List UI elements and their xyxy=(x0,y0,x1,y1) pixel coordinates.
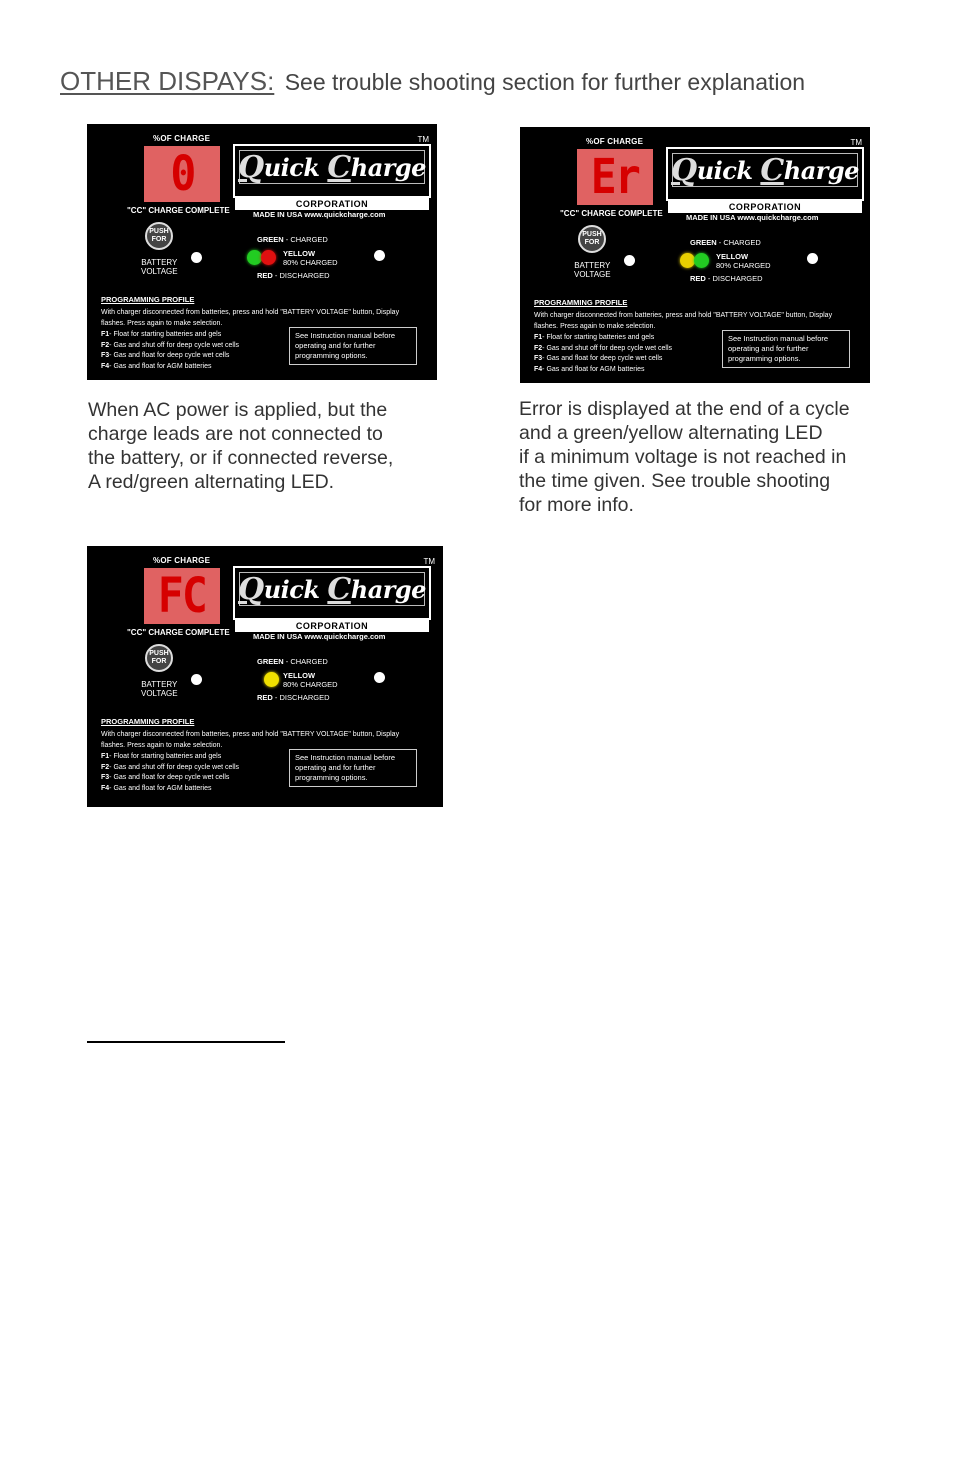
indicator-dot-right xyxy=(374,250,385,261)
battery-voltage-label: BATTERY VOLTAGE xyxy=(141,258,178,276)
green-legend: GREEN - CHARGED xyxy=(690,238,761,247)
push-for-battery-voltage-button[interactable]: PUSH FOR xyxy=(145,222,173,250)
trademark: TM xyxy=(850,138,862,147)
quick-charge-logo: Q uick C harge CORPORATION xyxy=(666,147,864,201)
quick-charge-logo: Q uick C harge CORPORATION xyxy=(233,144,431,198)
programming-profile-text: With charger disconnected from batteries, press and hold "BATTERY VOLTAGE" button, Display flashes. Press again to make selection. xyxy=(534,312,833,330)
page-heading xyxy=(60,66,940,97)
made-in-usa-label: MADE IN USA www.quickcharge.com xyxy=(686,213,819,222)
programming-profile-title: PROGRAMMING PROFILE xyxy=(101,295,195,304)
status-led xyxy=(261,250,276,265)
indicator-dot-right xyxy=(374,672,385,683)
function-list: F1- Float for starting batteries and gels F2- Gas and shut off for deep cycle wet cells F3- Gas and float for deep cycle wet cells F4- Gas and float for AGM batteries xyxy=(101,753,239,792)
display-readout: FC xyxy=(157,568,207,624)
function-list: F1- Float for starting batteries and gels F2- Gas and shut off for deep cycle wet cells F3- Gas and float for deep cycle wet cells F4- Gas and float for AGM batteries xyxy=(101,331,239,370)
yellow-legend: YELLOW 80% CHARGED xyxy=(716,252,771,270)
battery-voltage-label: BATTERY VOLTAGE xyxy=(141,680,178,698)
push-for-battery-voltage-button[interactable]: PUSH FOR xyxy=(578,225,606,253)
charger-panel-1 xyxy=(87,124,437,380)
footnote-divider xyxy=(87,1041,285,1043)
pct-of-charge-label: %OF CHARGE xyxy=(153,556,211,565)
yellow-legend: YELLOW 80% CHARGED xyxy=(283,671,338,689)
status-led xyxy=(694,253,709,268)
red-legend: RED - DISCHARGED xyxy=(690,274,763,283)
instruction-note: See Instruction manual before operating and for further programming options. xyxy=(289,327,417,365)
corporation-label: CORPORATION xyxy=(235,198,429,210)
green-legend: GREEN - CHARGED xyxy=(257,657,328,666)
instruction-note: See Instruction manual before operating and for further programming options. xyxy=(289,749,417,787)
charger-panel-2 xyxy=(520,127,870,383)
corporation-label: CORPORATION xyxy=(235,620,429,632)
corporation-label: CORPORATION xyxy=(668,201,862,213)
trademark: TM xyxy=(417,135,429,144)
programming-profile-title: PROGRAMMING PROFILE xyxy=(101,717,195,726)
push-for-battery-voltage-button[interactable]: PUSH FOR xyxy=(145,644,173,672)
charge-complete-label: "CC" CHARGE COMPLETE xyxy=(127,206,230,215)
trademark: TM xyxy=(423,557,435,566)
display-readout: 0 xyxy=(169,146,195,202)
heading-main: OTHER DISPAYS: xyxy=(60,66,275,96)
made-in-usa-label: MADE IN USA www.quickcharge.com xyxy=(253,210,386,219)
pct-of-charge-label: %OF CHARGE xyxy=(586,137,644,146)
red-legend: RED - DISCHARGED xyxy=(257,271,330,280)
heading-sub: See trouble shooting section for further explanation xyxy=(284,69,806,95)
caption-panel-1: When AC power is applied, but the charge leads are not connected to the battery, or if connected reverse, A red/green alternating LED. xyxy=(88,399,394,493)
pct-of-charge-label: %OF CHARGE xyxy=(153,134,211,143)
instruction-note: See Instruction manual before operating and for further programming options. xyxy=(722,330,850,368)
programming-profile-title: PROGRAMMING PROFILE xyxy=(534,298,628,307)
battery-voltage-label: BATTERY VOLTAGE xyxy=(574,261,611,279)
charger-panel-3 xyxy=(87,546,443,807)
charge-display xyxy=(144,146,220,202)
charge-display xyxy=(577,149,653,205)
charge-display xyxy=(144,568,220,624)
made-in-usa-label: MADE IN USA www.quickcharge.com xyxy=(253,632,386,641)
status-led xyxy=(264,672,279,687)
programming-profile-text: With charger disconnected from batteries, press and hold "BATTERY VOLTAGE" button, Display flashes. Press again to make selection. xyxy=(101,309,400,327)
quick-charge-logo: Q uick C harge CORPORATION xyxy=(233,566,431,620)
indicator-dot-left xyxy=(624,255,635,266)
indicator-dot-left xyxy=(191,252,202,263)
yellow-legend: YELLOW 80% CHARGED xyxy=(283,249,338,267)
green-legend: GREEN - CHARGED xyxy=(257,235,328,244)
programming-profile-text: With charger disconnected from batteries, press and hold "BATTERY VOLTAGE" button, Display flashes. Press again to make selection. xyxy=(101,731,400,749)
charge-complete-label: "CC" CHARGE COMPLETE xyxy=(127,628,230,637)
red-legend: RED - DISCHARGED xyxy=(257,693,330,702)
display-readout: Er xyxy=(590,149,640,205)
function-list: F1- Float for starting batteries and gels F2- Gas and shut off for deep cycle wet cells F3- Gas and float for deep cycle wet cells F4- Gas and float for AGM batteries xyxy=(534,334,672,373)
indicator-dot-left xyxy=(191,674,202,685)
indicator-dot-right xyxy=(807,253,818,264)
charge-complete-label: "CC" CHARGE COMPLETE xyxy=(560,209,663,218)
status-led xyxy=(247,250,262,265)
status-led xyxy=(680,253,695,268)
caption-panel-2: Error is displayed at the end of a cycle and a green/yellow alternating LED if a minimum voltage is not reached in the time given. See trouble shooting for more info. xyxy=(519,398,850,516)
